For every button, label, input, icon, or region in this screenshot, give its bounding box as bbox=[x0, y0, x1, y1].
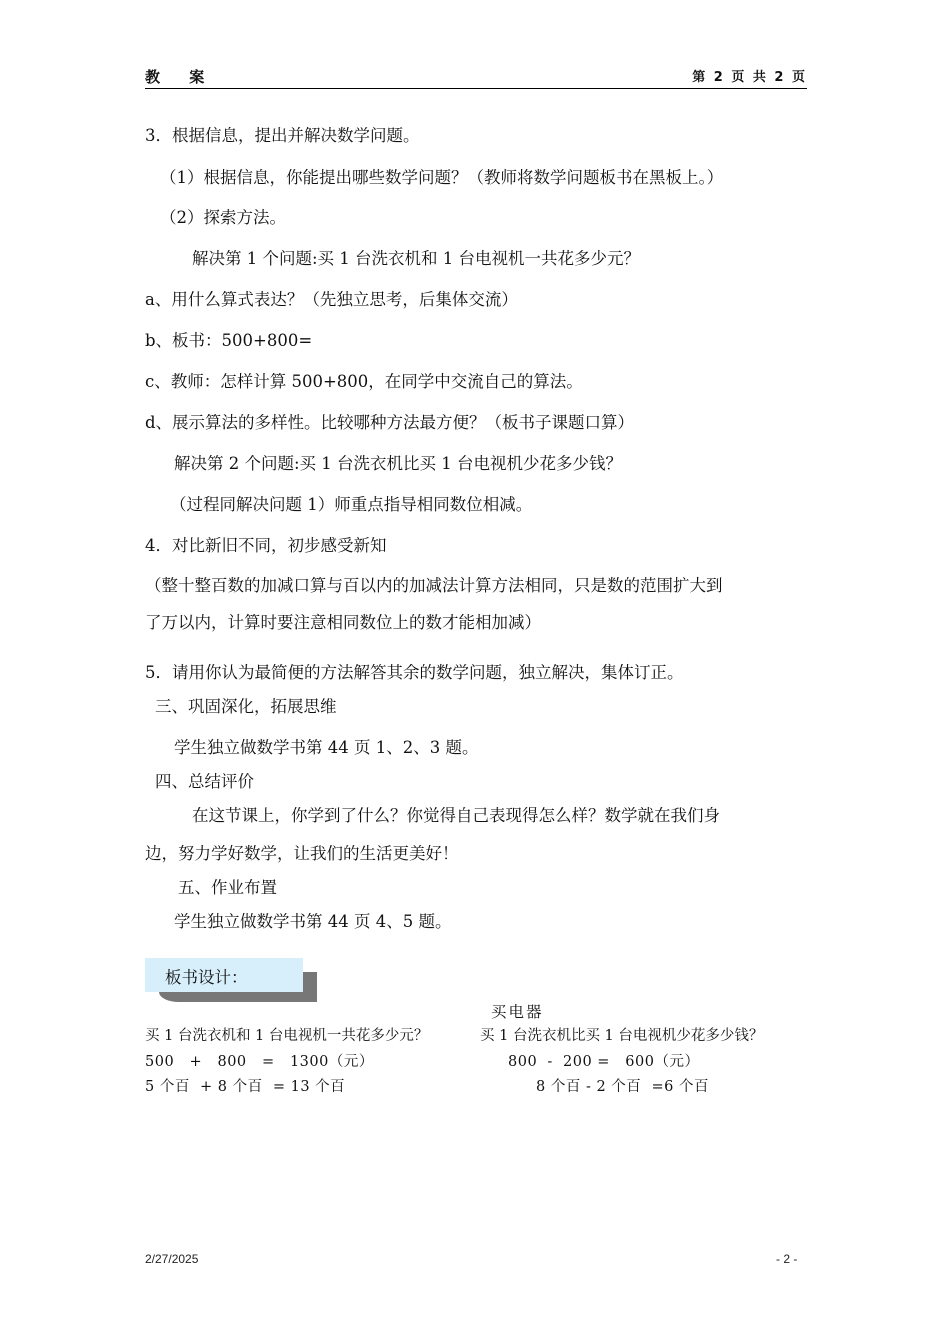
paragraph-line: 4．对比新旧不同，初步感受新知 bbox=[145, 536, 387, 555]
board-question-1: 买 1 台洗衣机和 1 台电视机一共花多少元？ bbox=[145, 1028, 429, 1044]
paragraph-line: d、展示算法的多样性。比较哪种方法最方便？（板书子课题口算） bbox=[145, 413, 635, 432]
board-equation-3: 5 个百 + 8 个百 = 13 个百 bbox=[145, 1079, 346, 1095]
paragraph-line: 在这节课上，你学到了什么？你觉得自己表现得怎么样？数学就在我们身 bbox=[192, 806, 720, 825]
footer-page-number: - 2 - bbox=[776, 1252, 798, 1266]
paragraph-line: 5．请用你认为最简便的方法解答其余的数学问题，独立解决，集体订正。 bbox=[145, 663, 684, 682]
page-header bbox=[145, 66, 807, 89]
board-equation-2: 800 - 200 = 600（元） bbox=[508, 1054, 700, 1070]
board-equation-4: 8 个百 - 2 个百 =6 个百 bbox=[536, 1079, 709, 1095]
paragraph-line: 了万以内，计算时要注意相同数位上的数才能相加减） bbox=[145, 613, 541, 632]
board-question-2: 买 1 台洗衣机比买 1 台电视机少花多少钱？ bbox=[480, 1028, 764, 1044]
paragraph-line: （2）探索方法。 bbox=[160, 208, 286, 227]
header-title: 教 案 bbox=[145, 68, 217, 86]
paragraph-line: （整十整百数的加减口算与百以内的加减法计算方法相同，只是数的范围扩大到 bbox=[145, 576, 723, 595]
header-page-count: 第 2 页 共 2 页 bbox=[692, 70, 807, 85]
section-heading: 五、作业布置 bbox=[178, 878, 277, 897]
footer-date: 2/27/2025 bbox=[145, 1252, 199, 1266]
board-design-label: 板书设计： bbox=[165, 968, 248, 987]
paragraph-line: b、板书：500+800= bbox=[145, 331, 313, 350]
board-equation-1: 500 + 800 = 1300（元） bbox=[145, 1054, 374, 1070]
paragraph-line: 解决第 2 个问题:买 1 台洗衣机比买 1 台电视机少花多少钱？ bbox=[174, 454, 623, 473]
section-heading: 三、巩固深化，拓展思维 bbox=[155, 697, 337, 716]
paragraph-line: 边，努力学好数学，让我们的生活更美好！ bbox=[145, 844, 459, 863]
section-heading: 四、总结评价 bbox=[155, 772, 254, 791]
paragraph-line: （过程同解决问题 1）师重点指导相同数位相减。 bbox=[170, 495, 533, 514]
paragraph-line: （1）根据信息，你能提出哪些数学问题？（教师将数学问题板书在黑板上。） bbox=[160, 168, 724, 187]
board-design-callout bbox=[145, 958, 317, 1004]
paragraph-line: 3．根据信息，提出并解决数学问题。 bbox=[145, 126, 420, 145]
paragraph-line: c、教师：怎样计算 500+800，在同学中交流自己的算法。 bbox=[145, 372, 583, 391]
paragraph-line: 学生独立做数学书第 44 页 4、5 题。 bbox=[174, 912, 452, 931]
paragraph-line: a、用什么算式表达？（先独立思考，后集体交流） bbox=[145, 290, 518, 309]
paragraph-line: 解决第 1 个问题:买 1 台洗衣机和 1 台电视机一共花多少元？ bbox=[192, 249, 641, 268]
board-title: 买电器 bbox=[491, 1003, 544, 1021]
callout-box bbox=[145, 958, 303, 992]
paragraph-line: 学生独立做数学书第 44 页 1、2、3 题。 bbox=[174, 738, 479, 757]
